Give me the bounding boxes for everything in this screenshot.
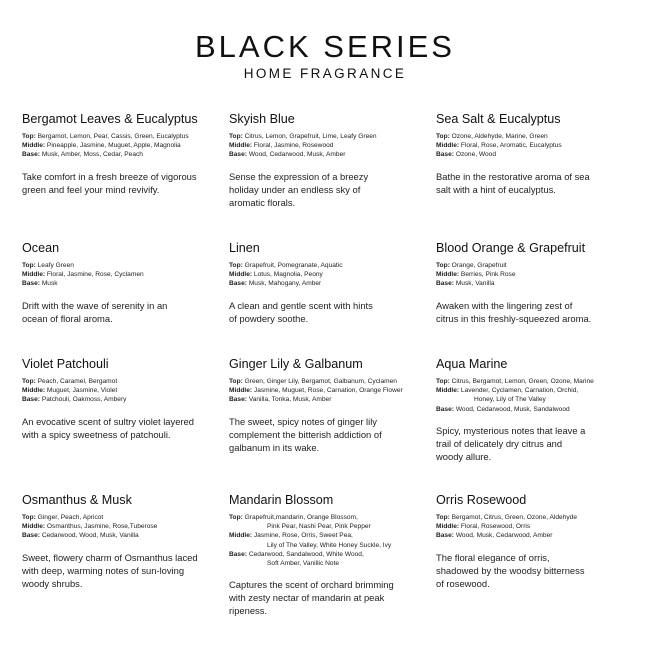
base-notes	[229, 279, 436, 288]
middle-notes	[22, 270, 229, 279]
top-label: Top:	[22, 514, 36, 521]
fragrance-card-blood-orange-grapefruit	[436, 240, 636, 356]
top-notes-value: Citrus, Bergamot, Lemon, Green, Ozone, Marine	[451, 378, 594, 385]
base-label: Base:	[22, 396, 40, 404]
fragrance-notes	[22, 132, 229, 160]
fragrance-description: The sweet, spicy notes of ginger lily complement the bitterish addiction of galbanum in its wake.	[229, 415, 382, 453]
fragrance-description: An evocative scent of sultry violet layered with a spicy sweetness of patchouli.	[22, 415, 194, 440]
base-notes-continued: Soft Amber, Vanillic Note	[267, 560, 340, 568]
fragrance-name: Blood Orange & Grapefruit	[436, 241, 586, 255]
top-notes-value: Leafy Green	[37, 262, 74, 269]
top-notes	[436, 132, 636, 141]
fragrance-card-orris-rosewood	[436, 492, 636, 642]
brand-title: BLACK SERIES	[195, 29, 455, 64]
middle-notes-value: Floral, Rose, Aromatic, Eucalyptus	[460, 142, 562, 150]
base-notes	[22, 395, 229, 404]
top-notes	[22, 132, 229, 141]
top-notes	[436, 513, 636, 522]
fragrance-notes	[436, 261, 636, 289]
base-notes	[229, 150, 436, 159]
fragrance-card-bergamot-leaves-eucalyptus	[22, 111, 229, 240]
top-notes-value: Orange, Grapefruit	[451, 262, 507, 269]
middle-notes-value: Lotus, Magnolia, Peony	[253, 271, 323, 279]
fragrance-card-sea-salt-eucalyptus	[436, 111, 636, 240]
fragrance-description: The floral elegance of orris, shadowed by the woodsy bitterness of rosewood.	[436, 551, 585, 589]
fragrance-description: Awaken with the lingering zest of citrus in this freshly-squeezed aroma.	[436, 299, 592, 324]
middle-label: Middle:	[229, 271, 253, 279]
top-notes-value: Grapefruit,mandarin, Orange Blossom,	[244, 514, 358, 521]
middle-notes	[436, 522, 636, 531]
base-notes-value: Vanilla, Tonka, Musk, Amber	[248, 396, 332, 404]
base-notes	[229, 395, 436, 404]
base-notes-value: Musk, Amber, Moss, Cedar, Peach	[41, 151, 143, 159]
fragrance-card-skyish-blue	[229, 111, 436, 240]
middle-label: Middle:	[22, 523, 46, 531]
base-notes-value: Musk, Mahogany, Amber	[248, 280, 322, 288]
top-notes-value: Bergamot, Lemon, Pear, Cassis, Green, Eucalyptus	[37, 133, 189, 140]
fragrance-card-violet-patchouli	[22, 356, 229, 492]
base-notes	[229, 550, 436, 568]
top-notes	[229, 513, 436, 531]
base-notes-value: Wood, Musk, Cedarwood, Amber	[455, 532, 553, 540]
fragrance-notes	[436, 132, 636, 160]
base-notes	[436, 279, 636, 288]
fragrance-name: Orris Rosewood	[436, 493, 527, 507]
top-label: Top:	[229, 378, 243, 385]
top-label: Top:	[229, 514, 243, 521]
top-notes	[229, 261, 436, 270]
middle-notes-value: Jasmine, Muguet, Rose, Carnation, Orange Flower	[253, 387, 403, 395]
base-label: Base:	[436, 280, 454, 288]
base-notes	[22, 279, 229, 288]
base-label: Base:	[229, 151, 247, 159]
fragrance-name: Ocean	[22, 241, 60, 255]
middle-notes-value: Muguet, Jasmine, Violet	[46, 387, 118, 395]
fragrance-description: Bathe in the restorative aroma of sea salt with a hint of eucalyptus.	[436, 170, 590, 195]
top-label: Top:	[436, 514, 450, 521]
brand-header	[0, 30, 650, 82]
fragrance-name: Skyish Blue	[229, 112, 295, 126]
base-label: Base:	[229, 550, 247, 558]
middle-label: Middle:	[436, 271, 460, 279]
base-label: Base:	[22, 280, 40, 288]
base-notes-value: Wood, Cedarwood, Musk, Amber	[248, 151, 346, 159]
middle-notes-continued: Honey, Lily of The Valley	[474, 396, 546, 404]
middle-label: Middle:	[22, 271, 46, 279]
fragrance-description: Captures the scent of orchard brimming with zesty nectar of mandarin at peak ripeness.	[229, 579, 394, 617]
middle-notes-value: Jasmine, Rose, Orris, Sweet Pea,	[253, 532, 353, 540]
base-notes	[22, 531, 229, 540]
fragrance-card-ocean	[22, 240, 229, 356]
base-notes-value: Cedarwood, Wood, Musk, Vanilla	[41, 532, 139, 540]
fragrance-notes	[229, 513, 436, 568]
base-notes-value: Cedarwood, Sandalwood, White Wood,	[248, 550, 364, 558]
base-notes	[436, 531, 636, 540]
middle-notes-value: Floral, Jasmine, Rosewood	[253, 142, 334, 150]
fragrance-name: Linen	[229, 241, 260, 255]
fragrance-notes	[229, 132, 436, 160]
top-notes	[22, 377, 229, 386]
top-label: Top:	[436, 378, 450, 385]
base-notes-value: Patchouli, Oakmoss, Ambery	[41, 396, 127, 404]
middle-notes	[229, 386, 436, 395]
top-label: Top:	[22, 133, 36, 140]
base-notes-value: Musk, Vanilla	[455, 280, 495, 288]
fragrance-description: Sweet, flowery charm of Osmanthus laced with deep, warming notes of sun-loving woody shrubs.	[22, 551, 198, 589]
top-notes-value: Bergamot, Citrus, Green, Ozone, Aldehyde	[451, 514, 577, 521]
middle-label: Middle:	[436, 387, 460, 395]
middle-label: Middle:	[22, 142, 46, 150]
fragrance-notes	[436, 513, 636, 541]
top-notes	[229, 132, 436, 141]
top-notes	[436, 261, 636, 270]
fragrance-description: A clean and gentle scent with hints of powdery soothe.	[229, 299, 373, 324]
fragrance-card-linen	[229, 240, 436, 356]
middle-notes	[436, 270, 636, 279]
top-label: Top:	[436, 262, 450, 269]
fragrance-card-mandarin-blossom	[229, 492, 436, 642]
base-label: Base:	[22, 532, 40, 540]
middle-notes-value: Floral, Rosewood, Orris	[460, 523, 531, 531]
fragrance-name: Mandarin Blossom	[229, 493, 334, 507]
fragrance-card-ginger-lily-galbanum	[229, 356, 436, 492]
fragrance-notes	[22, 377, 229, 405]
top-label: Top:	[229, 262, 243, 269]
fragrance-description: Sense the expression of a breezy holiday under an endless sky of aromatic florals.	[229, 170, 369, 208]
base-label: Base:	[22, 151, 40, 159]
middle-notes	[22, 141, 229, 150]
fragrance-name: Violet Patchouli	[22, 357, 109, 371]
middle-notes	[229, 270, 436, 279]
middle-label: Middle:	[436, 142, 460, 150]
top-notes-value: Ginger, Peach, Apricot	[37, 514, 104, 521]
top-notes-value: Green, Ginger Lily, Bergamot, Galbanum, Cyclamen	[244, 378, 397, 385]
fragrance-name: Ginger Lily & Galbanum	[229, 357, 363, 371]
middle-label: Middle:	[229, 532, 253, 540]
base-notes	[436, 405, 636, 414]
brand-subtitle: HOME FRAGRANCE	[243, 66, 407, 81]
top-notes-value: Citrus, Lemon, Grapefruit, Lime, Leafy Green	[244, 133, 377, 140]
top-notes-value: Ozone, Aldehyde, Marine, Green	[451, 133, 548, 140]
middle-notes	[22, 386, 229, 395]
fragrance-notes	[229, 377, 436, 405]
base-label: Base:	[436, 532, 454, 540]
base-label: Base:	[436, 405, 454, 413]
top-label: Top:	[22, 378, 36, 385]
fragrance-card-aqua-marine	[436, 356, 636, 492]
top-notes-value: Peach, Caramel, Bergamot	[37, 378, 118, 385]
base-label: Base:	[229, 396, 247, 404]
middle-notes	[436, 141, 636, 150]
middle-notes-value: Floral, Jasmine, Rose, Cyclamen	[46, 271, 144, 279]
fragrance-description: Drift with the wave of serenity in an ocean of floral aroma.	[22, 299, 168, 324]
top-notes	[22, 513, 229, 522]
middle-notes-value: Pineapple, Jasmine, Muguet, Apple, Magnolia	[46, 142, 181, 150]
middle-label: Middle:	[436, 523, 460, 531]
fragrance-description: Spicy, mysterious notes that leave a trail of delicately dry citrus and woody allure.	[436, 424, 586, 462]
middle-label: Middle:	[229, 387, 253, 395]
middle-label: Middle:	[22, 387, 46, 395]
top-notes-value: Grapefruit, Pomegranate, Aquatic	[244, 262, 343, 269]
middle-notes	[22, 522, 229, 531]
fragrance-notes	[436, 377, 636, 414]
middle-notes-value: Berries, Pink Rose	[460, 271, 516, 279]
top-notes	[229, 377, 436, 386]
middle-notes	[229, 531, 436, 549]
fragrance-notes	[22, 261, 229, 289]
base-notes-value: Ozone, Wood	[455, 151, 497, 159]
base-label: Base:	[436, 151, 454, 159]
top-label: Top:	[229, 133, 243, 140]
fragrance-name: Aqua Marine	[436, 357, 508, 371]
fragrance-description: Take comfort in a fresh breeze of vigorous green and feel your mind revivify.	[22, 170, 197, 195]
top-notes	[436, 377, 636, 386]
middle-label: Middle:	[229, 142, 253, 150]
middle-notes	[436, 386, 636, 404]
base-notes-value: Wood, Cedarwood, Musk, Sandalwood	[455, 405, 570, 413]
middle-notes-value: Lavender, Cyclamen, Carnation, Orchid,	[460, 387, 579, 395]
fragrance-name: Osmanthus & Musk	[22, 493, 132, 507]
fragrance-name: Bergamot Leaves & Eucalyptus	[22, 112, 198, 126]
base-notes-value: Musk	[41, 280, 58, 288]
top-label: Top:	[436, 133, 450, 140]
top-notes	[22, 261, 229, 270]
fragrance-name: Sea Salt & Eucalyptus	[436, 112, 561, 126]
middle-notes-continued: Lily of The Valley, White Honey Suckle, Ivy	[267, 541, 392, 549]
middle-notes-value: Osmanthus, Jasmine, Rose,Tuberose	[46, 523, 158, 531]
middle-notes	[229, 141, 436, 150]
fragrance-notes	[22, 513, 229, 541]
base-notes	[22, 150, 229, 159]
base-notes	[436, 150, 636, 159]
top-label: Top:	[22, 262, 36, 269]
top-notes-continued: Pink Pear, Nashi Pear, Pink Pepper	[267, 523, 371, 531]
base-label: Base:	[229, 280, 247, 288]
fragrance-notes	[229, 261, 436, 289]
fragrance-grid	[22, 111, 636, 642]
fragrance-card-osmanthus-musk	[22, 492, 229, 642]
